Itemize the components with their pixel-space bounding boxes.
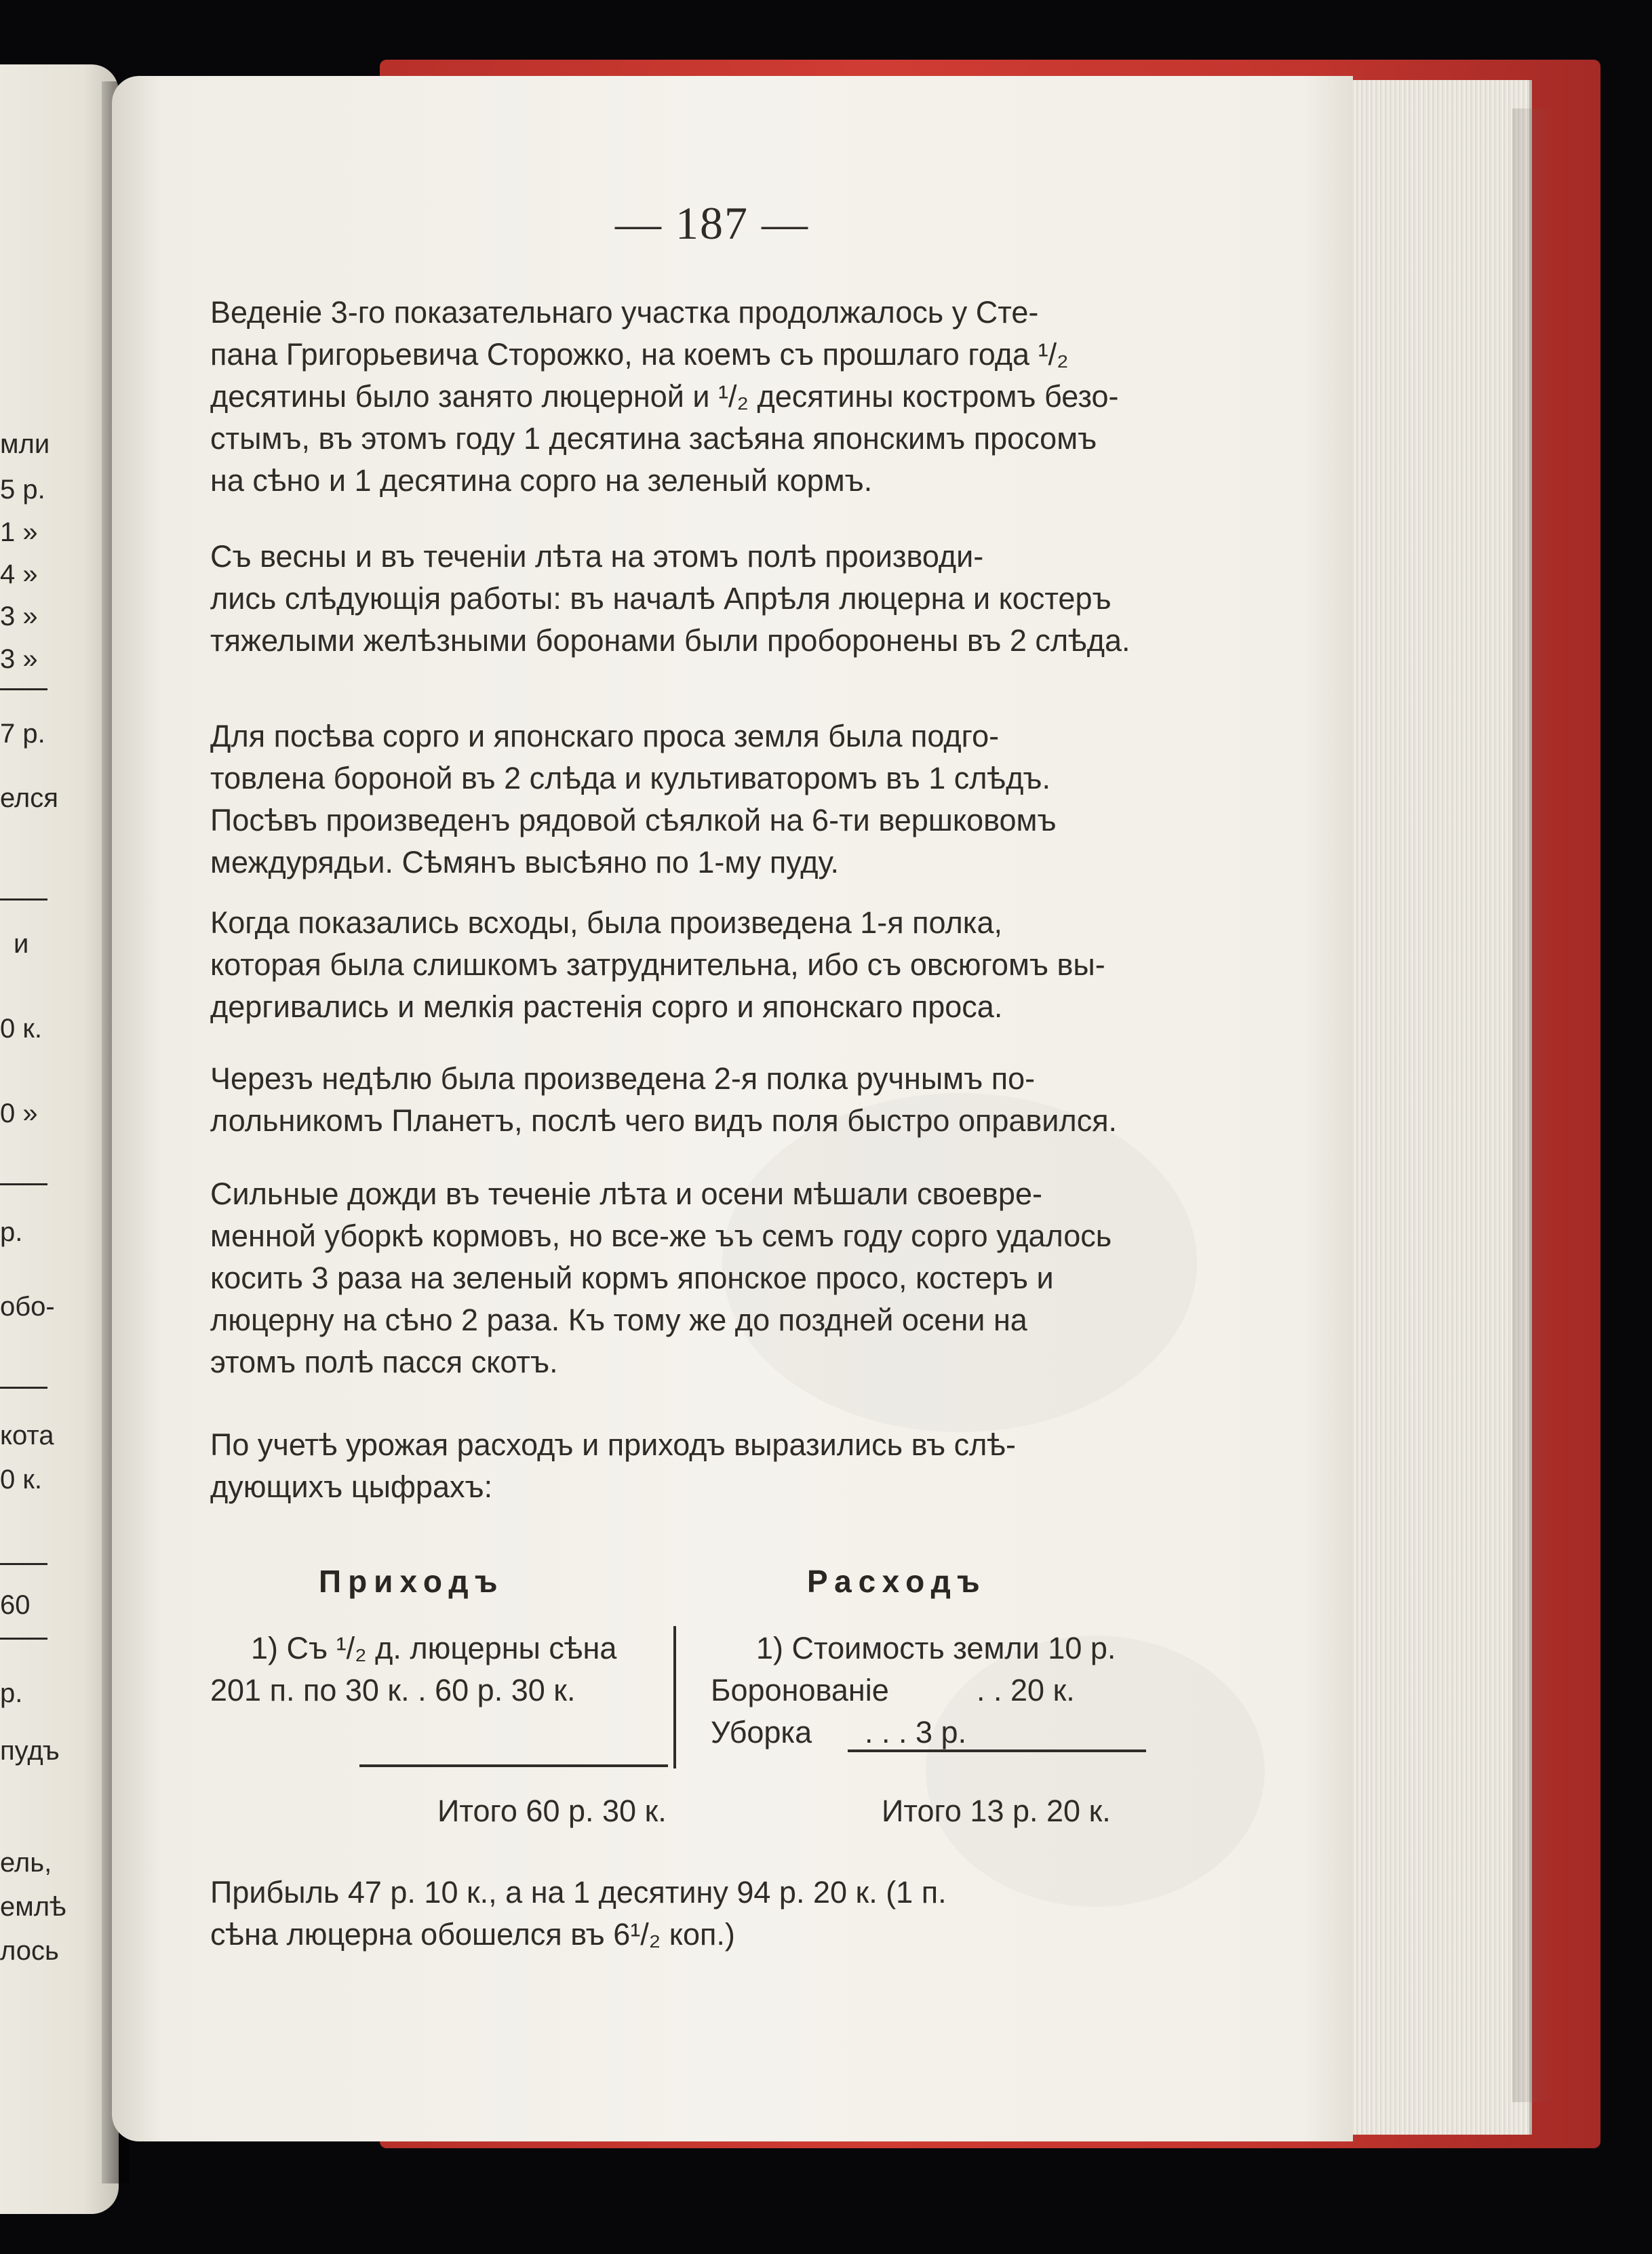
left-page-rule: [0, 1183, 47, 1185]
left-page-fragment: 0 к.: [0, 1014, 42, 1044]
income-line: 1) Съ ¹/₂ д. люцерны сѣна: [251, 1631, 617, 1665]
expense-line-label: Боронованіе: [711, 1673, 889, 1707]
left-page-fragment: 4 »: [0, 559, 38, 589]
income-total: Итого 60 р. 30 к.: [437, 1794, 667, 1828]
profit-paragraph: Прибыль 47 р. 10 к., а на 1 десятину 94 р. 20 к. (1 п. сѣна люцерна обошелся въ 6¹/₂ коп.): [210, 1875, 947, 1952]
income-heading: Приходъ: [319, 1564, 505, 1599]
left-page-fragment: и: [14, 929, 29, 959]
left-page-fragment: р.: [0, 1678, 23, 1708]
left-page-fragment: р.: [0, 1217, 23, 1247]
expense-line-value: . . . 3 р.: [865, 1715, 967, 1749]
left-page-fragment: 0 »: [0, 1099, 38, 1128]
left-page-fragment: елся: [0, 783, 58, 813]
expense-line: 1) Стоимость земли 10 р.: [756, 1631, 1116, 1665]
expense-sum-rule: [848, 1749, 1146, 1752]
paragraph: Черезъ недѣлю была произведена 2-я полка ручнымъ по- лольникомъ Планетъ, послѣ чего видъ поля быстро оправился.: [210, 1061, 1118, 1138]
paragraph: Веденіе 3-го показательнаго участка продолжалось у Сте- пана Григорьевича Сторожко, на коемъ съ прошлаго года ¹/₂ десятины было занято люцерной и ¹/₂ десятины костромъ безо- стымъ, въ этомъ году 1 десятина засѣяна японскимъ просомъ на сѣно и 1 десятина сорго на зеленый кормъ.: [210, 295, 1119, 498]
income-sum-rule: [359, 1764, 668, 1767]
edge-shadow: [1512, 108, 1553, 2102]
paragraph: Для посѣва сорго и японскаго проса земля была подго- товлена бороной въ 2 слѣда и культиваторомъ въ 1 слѣдъ. Посѣвъ произведенъ рядовой сѣялкой на 6-ти вершковомъ междурядьи. Сѣмянъ высѣяно по 1-му пуду.: [210, 719, 1057, 879]
left-page-fragment: 1 »: [0, 517, 38, 547]
left-page-rule: [0, 898, 47, 901]
left-page-fragment: кота: [0, 1421, 54, 1450]
left-page-fragment: лось: [0, 1936, 59, 1966]
expense-line-value: . . 20 к.: [977, 1673, 1075, 1707]
paragraph: Сильные дожди въ теченіе лѣта и осени мѣшали своевре- менной уборкѣ кормовъ, но все-же ъъ семъ году сорго удалось косить 3 раза на зеленый кормъ японское просо, костеръ и люцерну на сѣно 2 раза. Къ тому же до поздней осени на этомъ полѣ пасся скотъ.: [210, 1177, 1112, 1379]
table-divider: [673, 1626, 676, 1768]
left-page-rule: [0, 1387, 47, 1389]
expense-heading: Расходъ: [807, 1564, 987, 1599]
left-page-fragment: обо-: [0, 1292, 55, 1322]
paragraph: Когда показались всходы, была произведена 1-я полка, которая была слишкомъ затруднительна, ибо съ овсюгомъ вы- дергивались и мелкія растенія сорго и японскаго проса.: [210, 905, 1105, 1024]
left-page-sliver: [0, 64, 119, 2214]
left-page-fragment: 7 р.: [0, 719, 45, 749]
expense-line-label: Уборка: [711, 1715, 812, 1749]
left-page-rule: [0, 1563, 47, 1565]
left-page-fragment: ель,: [0, 1848, 52, 1878]
page-edges: [1339, 80, 1532, 2135]
left-page-fragment: 5 р.: [0, 475, 45, 505]
income-line: 201 п. по 30 к. . 60 р. 30 к.: [210, 1673, 576, 1707]
expense-total: Итого 13 р. 20 к.: [882, 1794, 1111, 1828]
left-page-fragment: 3 »: [0, 644, 38, 674]
left-page-rule: [0, 688, 47, 690]
page-number: — 187 —: [615, 197, 809, 249]
left-page-fragment: мли: [0, 429, 50, 459]
left-page-fragment: емлѣ: [0, 1892, 66, 1922]
paragraph: По учетѣ урожая расходъ и приходъ выразились въ слѣ- дующихъ цыфрахъ:: [210, 1427, 1016, 1504]
left-page-fragment: 0 к.: [0, 1465, 42, 1495]
left-page-fragment: пудъ: [0, 1736, 60, 1766]
paragraph: Съ весны и въ теченіи лѣта на этомъ полѣ производи- лись слѣдующія работы: въ началѣ Апрѣля люцерна и костеръ тяжелыми желѣзными боронами были проборонены въ 2 слѣда.: [210, 539, 1130, 658]
left-page-fragment: 3 »: [0, 601, 38, 631]
left-page-fragment: 60: [0, 1590, 31, 1620]
left-page-rule: [0, 1638, 47, 1640]
